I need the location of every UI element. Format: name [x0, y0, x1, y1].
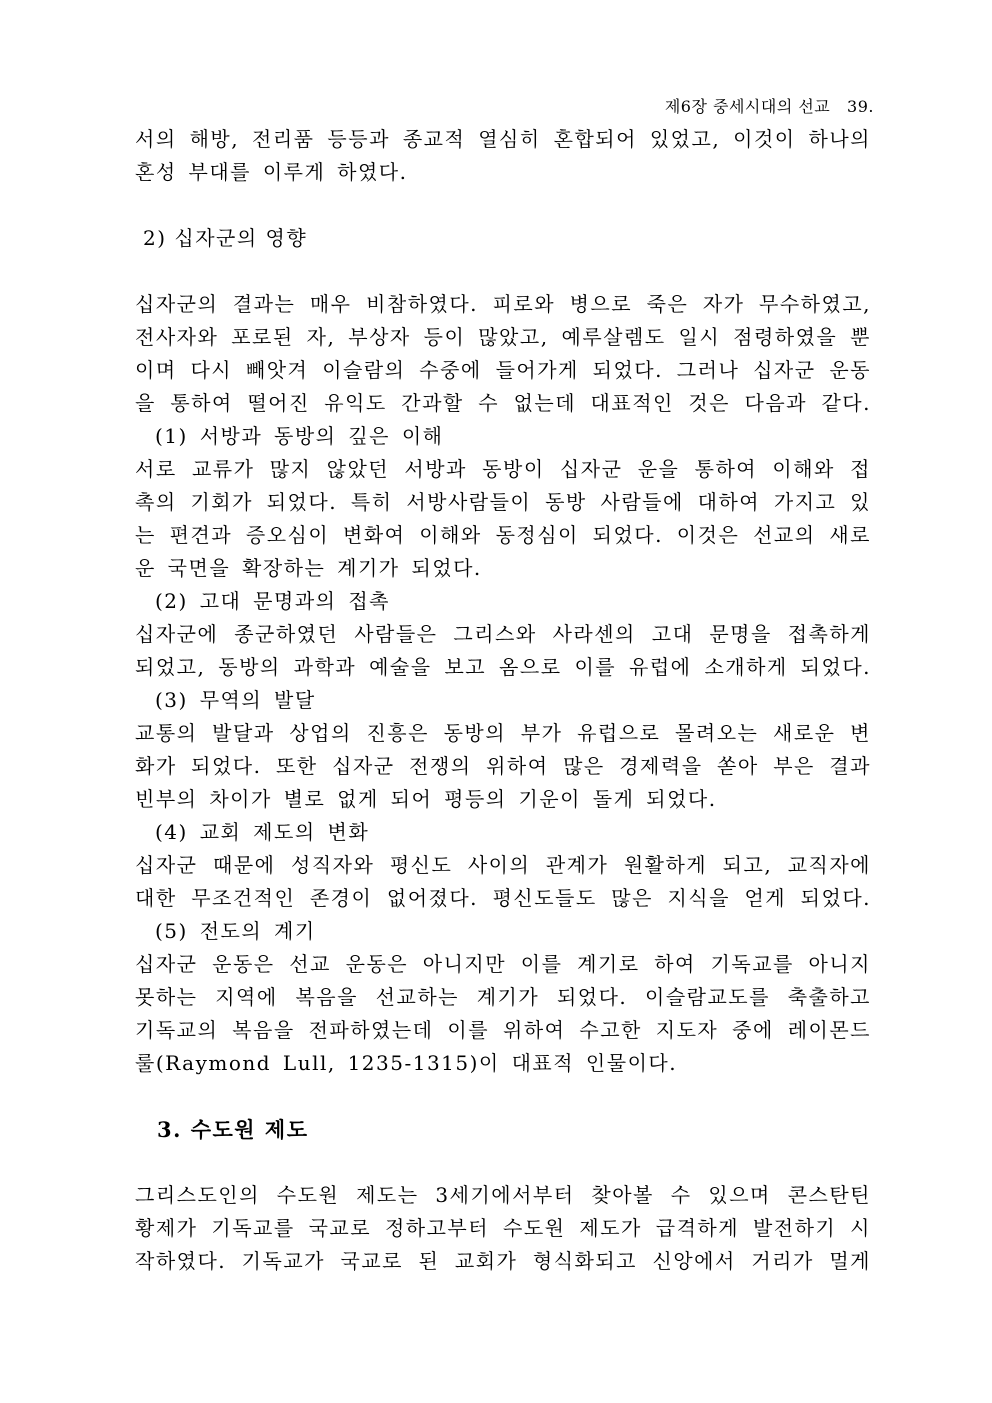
- item-line: 교통의 발달과 상업의 진흥은 동방의 부가 유럽으로 몰려오는 새로운 변: [135, 721, 871, 745]
- running-header: [665, 94, 874, 117]
- item-line: 십자군 운동은 선교 운동은 아니지만 이를 계기로 하여 기독교를 아니지: [135, 952, 871, 976]
- page-number: 39.: [847, 97, 874, 116]
- item-line: 못하는 지역에 복음을 선교하는 계기가 되었다. 이슬람교도를 축출하고: [135, 985, 871, 1009]
- item-line: 룰(Raymond Lull, 1235-1315)이 대표적 인물이다.: [135, 1051, 678, 1075]
- item-line: 운 국면을 확장하는 계기가 되었다.: [135, 556, 482, 580]
- item-line: 십자군에 종군하였던 사람들은 그리스와 사라센의 고대 문명을 접촉하게: [135, 622, 871, 646]
- intro-line: 서의 해방, 전리품 등등과 종교적 열심히 혼합되어 있었고, 이것이 하나의: [135, 127, 871, 151]
- spacer: [135, 255, 871, 288]
- item-heading-2: (2) 고대 문명과의 접촉: [155, 589, 390, 613]
- section-heading: 3. 수도원 제도: [157, 1117, 309, 1142]
- item-heading-5: (5) 전도의 계기: [155, 919, 316, 943]
- item-line: 는 편견과 증오심이 변화여 이해와 동정심이 되었다. 이것은 선교의 새로: [135, 523, 871, 547]
- item-line: 대한 무조건적인 존경이 없어졌다. 평신도들도 많은 지식을 얻게 되었다.: [135, 886, 871, 910]
- item-line: 되었고, 동방의 과학과 예술을 보고 옴으로 이를 유럽에 소개하게 되었다.: [135, 655, 871, 679]
- paragraph-line: 황제가 기독교를 국교로 정하고부터 수도원 제도가 급격하게 발전하기 시: [135, 1216, 871, 1240]
- spacer: [135, 189, 871, 222]
- paragraph-line: 이며 다시 빼앗겨 이슬람의 수중에 들어가게 되었다. 그러나 십자군 운동: [135, 358, 871, 382]
- spacer: [135, 1146, 871, 1179]
- item-heading-4: (4) 교회 제도의 변화: [155, 820, 370, 844]
- paragraph-line: 전사자와 포로된 자, 부상자 등이 많았고, 예루살렘도 일시 점령하였을 뿐: [135, 325, 871, 349]
- item-line: 서로 교류가 많지 않았던 서방과 동방이 십자군 운을 통하여 이해와 접: [135, 457, 871, 481]
- spacer: [135, 1080, 871, 1113]
- item-line: 십자군 때문에 성직자와 평신도 사이의 관계가 원활하게 되고, 교직자에: [135, 853, 871, 877]
- paragraph-line: 작하였다. 기독교가 국교로 된 교회가 형식화되고 신앙에서 거리가 멀게: [135, 1249, 871, 1273]
- item-line: 화가 되었다. 또한 십자군 전쟁의 위하여 많은 경제력을 쏟아 부은 결과: [135, 754, 871, 778]
- item-line: 기독교의 복음을 전파하였는데 이를 위하여 수고한 지도자 중에 레이몬드: [135, 1018, 871, 1042]
- item-line: 빈부의 차이가 별로 없게 되어 평등의 기운이 돌게 되었다.: [135, 787, 717, 811]
- paragraph-line: 십자군의 결과는 매우 비참하였다. 피로와 병으로 죽은 자가 무수하였고,: [135, 292, 871, 316]
- chapter-title: 제6장 중세시대의 선교: [664, 97, 831, 116]
- page-body: [135, 123, 871, 1278]
- item-line: 촉의 기회가 되었다. 특히 서방사람들이 동방 사람들에 대하여 가지고 있: [135, 490, 871, 514]
- subsection-heading: 2) 십자군의 영향: [143, 226, 308, 250]
- paragraph-line: 을 통하여 떨어진 유익도 간과할 수 없는데 대표적인 것은 다음과 같다.: [135, 391, 871, 415]
- item-heading-3: (3) 무역의 발달: [155, 688, 316, 712]
- paragraph-line: 그리스도인의 수도원 제도는 3세기에서부터 찾아볼 수 있으며 콘스탄틴: [135, 1183, 871, 1207]
- intro-line: 혼성 부대를 이루게 하였다.: [135, 160, 408, 184]
- item-heading-1: (1) 서방과 동방의 깊은 이해: [155, 424, 444, 448]
